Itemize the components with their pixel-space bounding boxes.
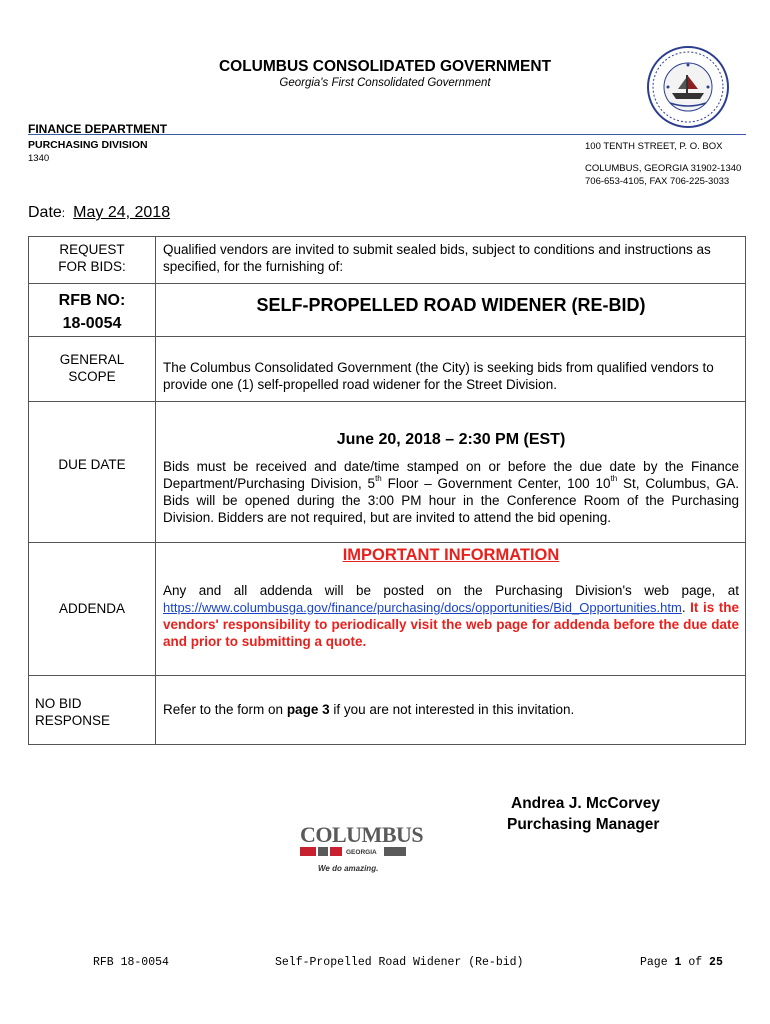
scope-text-body: The Columbus Consolidated Government (the City) is seeking bids from qualified vendors to provide one (1) self-propelled road widener for the Street Division. [163, 360, 714, 392]
organization-tagline: Georgia's First Consolidated Government [279, 77, 491, 89]
organization-name: COLUMBUS CONSOLIDATED GOVERNMENT [218, 58, 552, 75]
due-date-label [29, 402, 156, 543]
logo-slogan: We do amazing. [318, 864, 379, 873]
addenda-text [163, 582, 739, 650]
bid-opportunities-link[interactable]: https://www.columbusga.gov/finance/purchasing/docs/opportunities/Bid_Opportunities.htm [163, 600, 682, 615]
rfb-row [29, 284, 746, 337]
due-sup-a: th [375, 474, 382, 483]
scope-row [29, 337, 746, 402]
logo-word: COLUMBUS [300, 822, 424, 847]
rfb-label-line1: RFB NO: [58, 292, 126, 309]
columbus-logo-icon [298, 818, 424, 876]
rfb-label [29, 284, 156, 337]
important-info-heading: IMPORTANT INFORMATION [342, 546, 560, 564]
scope-label [29, 337, 156, 402]
request-label [29, 237, 156, 284]
address-line-2: COLUMBUS, GEORGIA 31902-1340 [585, 163, 742, 174]
bid-info-table [28, 236, 746, 745]
addenda-text-b: . [681, 600, 691, 615]
rfb-title-cell [156, 284, 746, 337]
scope-label-line1: GENERAL [59, 352, 125, 367]
addenda-text-a: Any and all addenda will be posted on the Purchasing Division's web page, at [163, 583, 739, 598]
addenda-label-text: ADDENDA [58, 601, 125, 616]
signer-name: Andrea J. McCorvey [511, 795, 661, 812]
request-label-line1: REQUEST [59, 242, 125, 257]
due-date-heading: June 20, 2018 – 2:30 PM (EST) [336, 431, 566, 448]
date-colon: : [61, 206, 66, 220]
due-text-b: Floor – Government Center, 100 10 [381, 476, 611, 491]
no-bid-text-b: if you are not interested in this invitation. [329, 702, 575, 717]
date-label: Date [28, 204, 62, 221]
po-box-number: 1340 [28, 153, 50, 164]
footer-document-title: Self-Propelled Road Widener (Re-bid) [275, 956, 524, 969]
addenda-cell [156, 543, 746, 676]
no-bid-page-ref: page 3 [286, 702, 330, 717]
no-bid-text-a: Refer to the form on [163, 702, 287, 717]
footer-page-indicator [640, 956, 723, 969]
request-label-line2: FOR BIDS: [58, 259, 126, 274]
date-row [28, 204, 170, 222]
due-sup-b: th [610, 474, 618, 483]
no-bid-label-line2: RESPONSE [35, 713, 111, 728]
footer-page-word: Page [640, 956, 668, 969]
header-rule [28, 134, 746, 135]
scope-text [156, 337, 746, 402]
department-name: FINANCE DEPARTMENT [28, 122, 168, 136]
scope-label-line2: SCOPE [68, 369, 116, 384]
due-text-c: St, Columbus, GA. Bids will be opened during the 3:00 PM hour in the Conference Room of the Purchasing Division. Bidders are not required, but are invited to attend the bid opening. [163, 476, 739, 525]
footer-page-number: 1 [674, 956, 682, 969]
footer-rfb-number: RFB 18-0054 [93, 956, 169, 969]
no-bid-label-line1: NO BID [35, 696, 82, 711]
rfb-title: SELF-PROPELLED ROAD WIDENER (RE-BID) [256, 295, 646, 315]
footer-of-word: of [688, 956, 703, 969]
addenda-responsibility-note: It is the vendors' responsibility to periodically visit the web page for addenda before the due date and prior to submitting a quote. [163, 600, 739, 649]
no-bid-text [156, 676, 746, 745]
request-text: Qualified vendors are invited to submit sealed bids, subject to conditions and instructions as specified, for the furnishing of: [156, 237, 746, 284]
signer-title: Purchasing Manager [507, 816, 660, 833]
due-date-row [29, 402, 746, 543]
due-text-a: Bids must be received and date/time stamped on or before the due date by the Finance Department/Purchasing Division, 5 [163, 459, 739, 491]
logo-state: GEORGIA [346, 849, 377, 856]
city-seal-icon [646, 45, 730, 129]
address-line-3: 706-653-4105, FAX 706-225-3033 [585, 176, 730, 187]
address-line-1: 100 TENTH STREET, P. O. BOX [585, 141, 723, 152]
footer-page-total: 25 [709, 956, 723, 969]
due-date-cell [156, 402, 746, 543]
no-bid-row [29, 676, 746, 745]
due-date-text [163, 458, 739, 526]
division-name: PURCHASING DIVISION [28, 139, 148, 151]
addenda-label [29, 543, 156, 676]
no-bid-label [29, 676, 156, 745]
rfb-number: 18-0054 [62, 315, 122, 332]
addenda-row [29, 543, 746, 676]
date-value: May 24, 2018 [73, 204, 171, 221]
due-date-label-text: DUE DATE [58, 457, 126, 472]
request-row [29, 237, 746, 284]
